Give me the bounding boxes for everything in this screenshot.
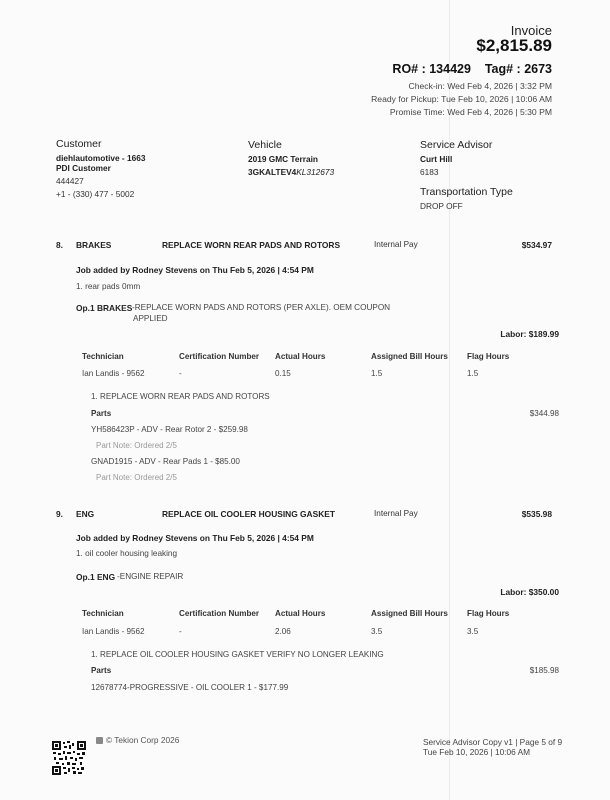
tekion-logo-icon [96, 737, 103, 744]
cell-technician: Ian Landis - 9562 [82, 627, 145, 636]
invoice-title: Invoice [510, 23, 552, 38]
ro-tag-numbers: RO# : 134429 Tag# : 2673 [392, 62, 552, 76]
col-technician: Technician [82, 352, 124, 361]
job-title: REPLACE WORN REAR PADS AND ROTORS [162, 240, 341, 250]
job-added-by: Job added by Rodney Stevens on Thu Feb 5, 2026 | 4:54 PM [76, 265, 314, 275]
labor-amount: Labor: $189.99 [500, 329, 559, 339]
check-in-time: Check-in: Wed Feb 4, 2026 | 3:32 PM [408, 81, 552, 91]
correction-line: 1. REPLACE WORN REAR PADS AND ROTORS [91, 392, 270, 401]
cell-actual-hours: 0.15 [275, 369, 291, 378]
job-added-by: Job added by Rodney Stevens on Thu Feb 5, 2026 | 4:54 PM [76, 533, 314, 543]
customer-heading: Customer [56, 138, 102, 150]
customer-phone: +1 - (330) 477 - 5002 [56, 189, 135, 199]
parts-label: Parts [91, 409, 112, 418]
part-note: Part Note: Ordered 2/5 [96, 441, 177, 450]
cell-assigned-bill-hours: 3.5 [371, 627, 383, 636]
cell-flag-hours: 1.5 [467, 369, 479, 378]
qr-code-icon [52, 741, 86, 775]
cell-certification-number: - [179, 369, 182, 378]
op-description-line1: -ENGINE REPAIR [117, 572, 184, 581]
col-assigned-bill-hours: Assigned Bill Hours [371, 609, 448, 618]
transportation-type-value: DROP OFF [420, 201, 463, 211]
col-flag-hours: Flag Hours [467, 609, 510, 618]
col-technician: Technician [82, 609, 124, 618]
cell-certification-number: - [179, 627, 182, 636]
vin-suffix: KL312673 [296, 167, 335, 177]
op-label: Op.1 BRAKES [76, 303, 133, 313]
customer-id: 444427 [56, 176, 84, 186]
invoice-total: $2,815.89 [476, 36, 552, 55]
labor-amount: Labor: $350.00 [500, 587, 559, 597]
job-concern: 1. oil cooler housing leaking [76, 549, 178, 558]
job-pay-type: Internal Pay [374, 509, 418, 518]
page-fold-line [449, 0, 450, 800]
cell-flag-hours: 3.5 [467, 627, 479, 636]
job-concern: 1. rear pads 0mm [76, 282, 141, 291]
customer-name: diehlautomotive - 1663 [56, 153, 146, 163]
job-category: BRAKES [76, 240, 112, 250]
cell-assigned-bill-hours: 1.5 [371, 369, 383, 378]
job-category: ENG [76, 509, 95, 519]
vin-prefix: 3GKALTEV4 [248, 167, 297, 177]
vehicle-vin [248, 167, 334, 177]
op-label: Op.1 ENG [76, 572, 116, 582]
part-note: Part Note: Ordered 2/5 [96, 473, 177, 482]
part-line: 12678774-PROGRESSIVE - OIL COOLER 1 - $177.99 [91, 683, 289, 692]
service-advisor-heading: Service Advisor [420, 139, 493, 151]
parts-label: Parts [91, 666, 112, 675]
col-assigned-bill-hours: Assigned Bill Hours [371, 352, 448, 361]
cell-technician: Ian Landis - 9562 [82, 369, 145, 378]
parts-total: $344.98 [529, 409, 559, 418]
ready-for-pickup-time: Ready for Pickup: Tue Feb 10, 2026 | 10:06 AM [371, 94, 552, 104]
cell-actual-hours: 2.06 [275, 627, 291, 636]
col-actual-hours: Actual Hours [275, 352, 326, 361]
promise-time: Promise Time: Wed Feb 4, 2026 | 5:30 PM [389, 107, 552, 117]
col-certification-number: Certification Number [179, 352, 260, 361]
op-description-line1: -REPLACE WORN PADS AND ROTORS (PER AXLE). OEM COUPON [132, 303, 391, 312]
part-line: GNAD1915 - ADV - Rear Pads 1 - $85.00 [91, 457, 240, 466]
correction-line: 1. REPLACE OIL COOLER HOUSING GASKET VERIFY NO LONGER LEAKING [91, 650, 384, 659]
job-pay-type: Internal Pay [374, 240, 418, 249]
parts-total: $185.98 [529, 666, 559, 675]
vehicle-model: 2019 GMC Terrain [248, 154, 318, 164]
vehicle-heading: Vehicle [248, 139, 282, 151]
copy-page-info: Service Advisor Copy v1 | Page 5 of 9 [423, 737, 563, 747]
col-certification-number: Certification Number [179, 609, 260, 618]
col-flag-hours: Flag Hours [467, 352, 510, 361]
job-amount: $534.97 [521, 240, 552, 250]
service-advisor-name: Curt Hill [420, 154, 453, 164]
service-advisor-id: 6183 [420, 167, 439, 177]
job-title: REPLACE OIL COOLER HOUSING GASKET [162, 509, 335, 519]
transportation-type-heading: Transportation Type [420, 186, 513, 198]
col-actual-hours: Actual Hours [275, 609, 326, 618]
op-description-line2: APPLIED [133, 314, 168, 323]
customer-type: PDI Customer [56, 163, 111, 173]
job-number: 8. [56, 240, 63, 250]
part-line: YH586423P - ADV - Rear Rotor 2 - $259.98 [91, 425, 248, 434]
job-amount: $535.98 [521, 509, 552, 519]
copyright: © Tekion Corp 2026 [106, 735, 180, 745]
printed-timestamp: Tue Feb 10, 2026 | 10:06 AM [423, 747, 531, 757]
job-number: 9. [56, 509, 63, 519]
